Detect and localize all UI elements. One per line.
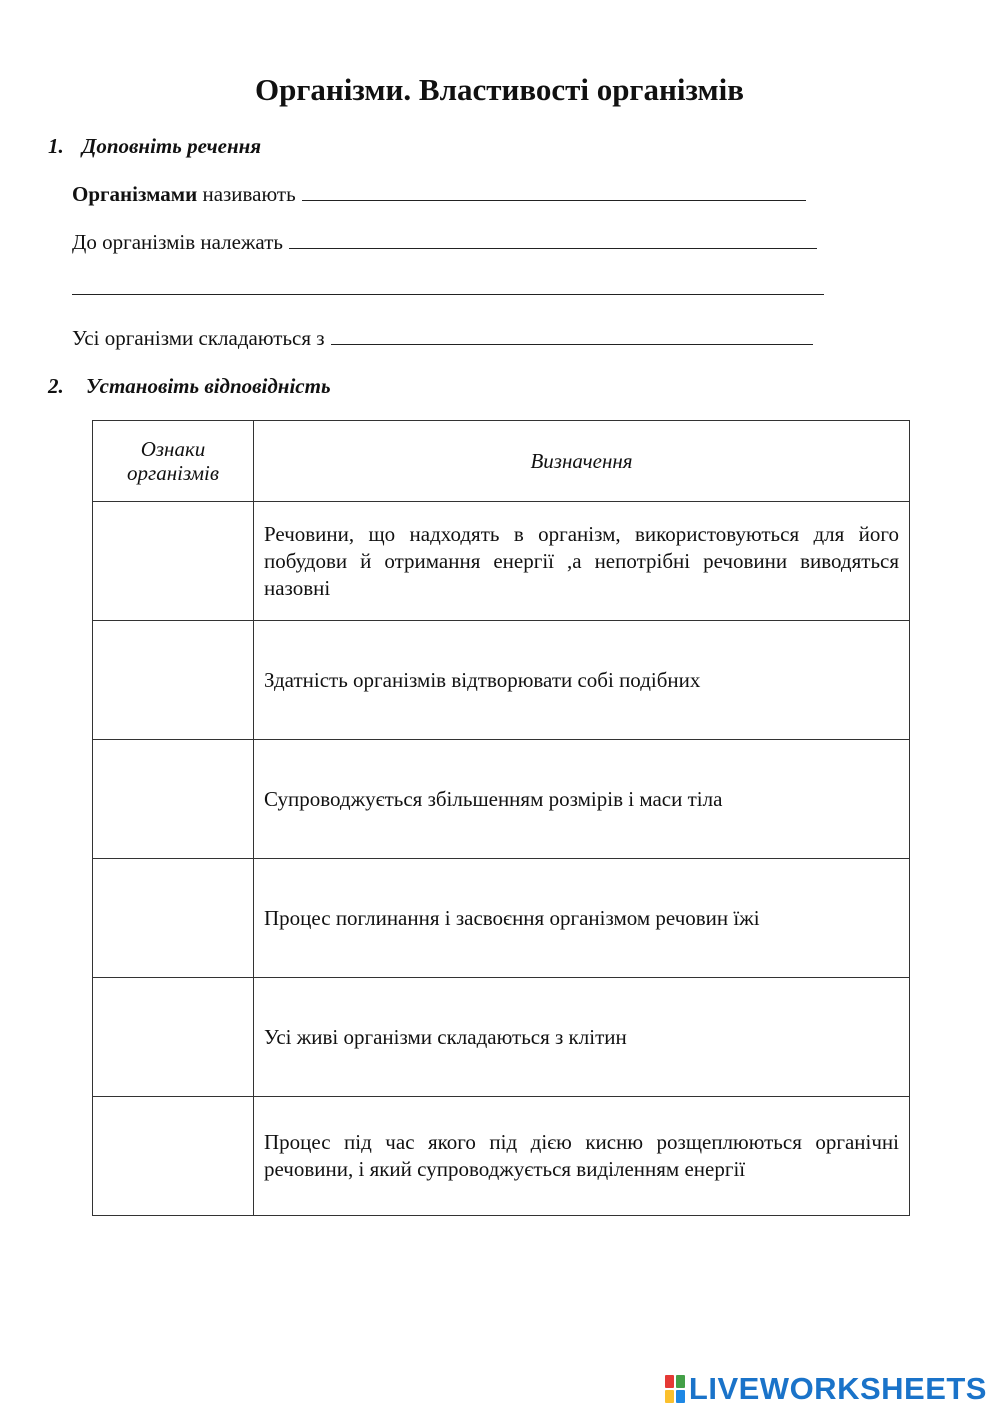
table-row <box>93 502 910 621</box>
sentence-4 <box>72 326 813 351</box>
logo-icon <box>665 1375 685 1403</box>
answer-cell-1[interactable] <box>93 502 254 621</box>
section-2-heading <box>48 374 331 399</box>
page-title: Організми. Властивості організмів <box>255 72 744 107</box>
section-2-number: 2. <box>48 374 64 398</box>
sentence-1-bold: Організмами <box>72 182 198 206</box>
section-1-title: Доповніть речення <box>82 134 262 158</box>
section-1-heading <box>48 134 261 159</box>
sentence-4-text: Усі організми складаються з <box>72 326 325 350</box>
definition-cell-3: Супроводжується збільшенням розмірів і маси тіла <box>254 740 910 859</box>
table-row <box>93 740 910 859</box>
definition-cell-6: Процес під час якого під дією кисню розщеплюються органічні речовини, і який супроводжується виділенням енергії <box>254 1097 910 1216</box>
definition-cell-5: Усі живі організми складаються з клітин <box>254 978 910 1097</box>
table-row <box>93 859 910 978</box>
definition-cell-4: Процес поглинання і засвоєння організмом речовин їжі <box>254 859 910 978</box>
answer-cell-6[interactable] <box>93 1097 254 1216</box>
definition-cell-2: Здатність організмів відтворювати собі подібних <box>254 621 910 740</box>
logo-square-2 <box>676 1375 685 1388</box>
sentence-2-text: До організмів належать <box>72 230 283 254</box>
definition-cell-1: Речовини, що надходять в організм, використовуються для його побудови й отримання енергії ,а непотрібні речовини виводяться назовні <box>254 502 910 621</box>
logo-text: LIVEWORKSHEETS <box>688 1371 987 1406</box>
logo-square-4 <box>676 1390 685 1403</box>
table-row <box>93 1097 910 1216</box>
liveworksheets-logo <box>665 1371 987 1407</box>
sentence-2 <box>72 230 817 255</box>
table-row <box>93 978 910 1097</box>
answer-cell-5[interactable] <box>93 978 254 1097</box>
answer-cell-3[interactable] <box>93 740 254 859</box>
sentence-1 <box>72 182 806 207</box>
sentence-4-blank[interactable] <box>331 328 813 345</box>
table-row <box>93 621 910 740</box>
sentence-1-blank[interactable] <box>302 184 806 201</box>
col-header-features: Ознаки організмів <box>93 421 254 502</box>
section-2-title: Установіть відповідність <box>86 374 331 398</box>
logo-square-1 <box>665 1375 674 1388</box>
sentence-2-blank[interactable] <box>289 232 817 249</box>
answer-cell-2[interactable] <box>93 621 254 740</box>
logo-square-3 <box>665 1390 674 1403</box>
section-1-number: 1. <box>48 134 64 158</box>
sentence-3 <box>72 278 824 295</box>
sentence-3-blank[interactable] <box>72 278 824 295</box>
sentence-1-text: називають <box>202 182 296 206</box>
matching-table <box>92 420 910 1216</box>
answer-cell-4[interactable] <box>93 859 254 978</box>
col-header-definitions: Визначення <box>254 421 910 502</box>
table-header-row <box>93 421 910 502</box>
